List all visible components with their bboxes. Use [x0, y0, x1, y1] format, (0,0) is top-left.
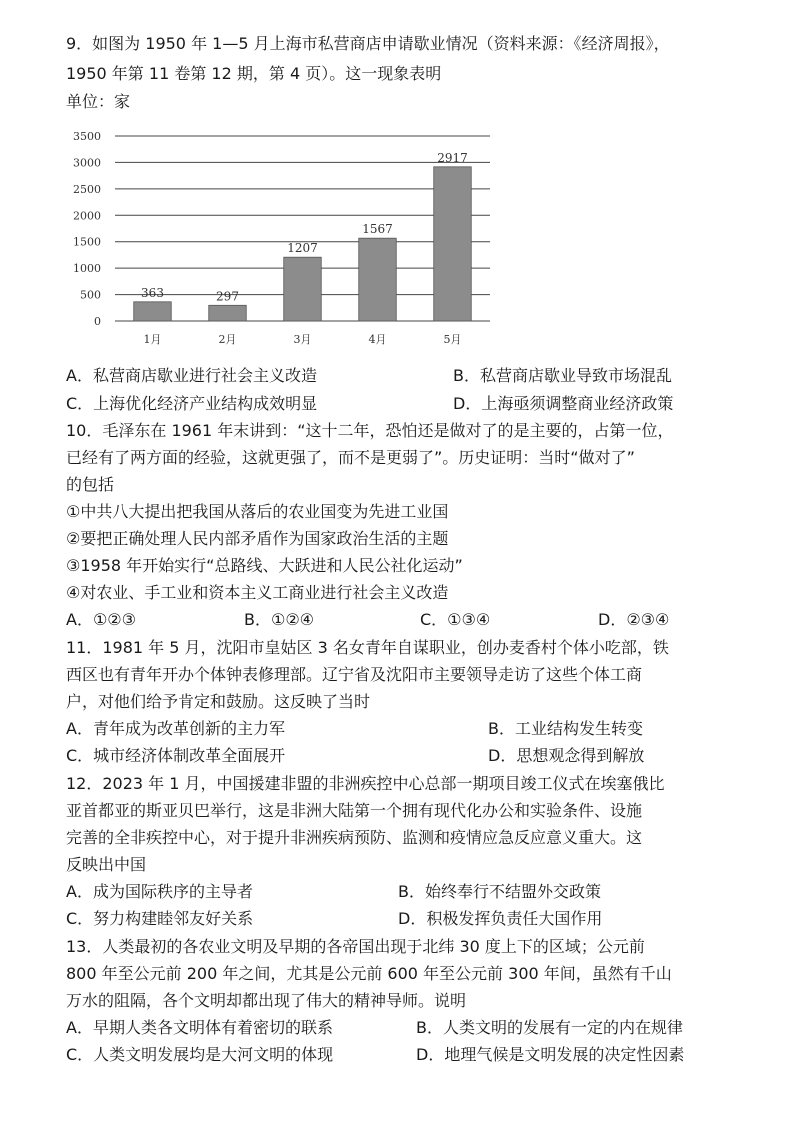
- bar-data-label: 297: [216, 289, 239, 304]
- q12-stem-line3: 完善的全非疾控中心，对于提升非洲疾病预防、监测和疫情应急反应意义重大。这: [66, 828, 643, 847]
- q10-option-d: D．②③④: [598, 610, 670, 629]
- q11-option-d: D．思想观念得到解放: [488, 746, 645, 765]
- q9-stem-line1: 9．如图为 1950 年 1—5 月上海市私营商店申请歇业情况（资料来源：《经济周报》，: [66, 34, 670, 53]
- q10-stem-line2: 已经有了两方面的经验，这就更强了，而不是更弱了”。历史证明：当时“做对了”: [66, 448, 635, 467]
- q10-option-b: B．①②④: [244, 610, 315, 629]
- q9-stem-line2: 1950 年第 11 卷第 12 期，第 4 页）。这一现象表明: [66, 64, 442, 83]
- q9-bar-chart: [60, 126, 500, 356]
- chart-bar: [359, 238, 397, 321]
- q10-item-3: ③1958 年开始实行“总路线、大跃进和人民公社化运动”: [66, 556, 463, 575]
- x-tick-label: 3月: [293, 333, 312, 346]
- q10-stem-line1: 10．毛泽东在 1961 年末讲到：“这十二年，恐怕还是做对了的是主要的，占第一位，: [66, 421, 674, 440]
- y-tick-label: 500: [80, 288, 101, 302]
- q13-option-c: C．人类文明发展均是大河文明的体现: [66, 1045, 334, 1064]
- q12-stem-line1: 12．2023 年 1 月，中国援建非盟的非洲疾控中心总部一期项目竣工仪式在埃塞俄比: [66, 774, 665, 793]
- q9-option-a: A．私营商店歇业进行社会主义改造: [66, 366, 317, 385]
- x-tick-label: 1月: [143, 333, 162, 346]
- bar-data-label: 1207: [287, 241, 318, 256]
- q9-unit-label: 单位：家: [66, 92, 131, 111]
- y-tick-label: 2000: [73, 209, 101, 223]
- bar-data-label: 1567: [362, 222, 393, 237]
- q10-option-a: A．①②③: [66, 610, 136, 629]
- q9-option-c: C．上海优化经济产业结构成效明显: [66, 394, 318, 413]
- q9-option-d: D．上海亟须调整商业经济政策: [453, 394, 674, 413]
- q12-option-a: A．成为国际秩序的主导者: [66, 882, 253, 901]
- chart-bar: [209, 305, 247, 321]
- q11-stem-line3: 户，对他们给予肯定和鼓励。这反映了当时: [66, 692, 371, 711]
- q9-option-b: B．私营商店歇业导致市场混乱: [453, 366, 672, 385]
- q12-option-c: C．努力构建睦邻友好关系: [66, 909, 254, 928]
- q11-option-b: B．工业结构发生转变: [488, 719, 643, 738]
- y-tick-label: 1500: [73, 235, 101, 249]
- q10-item-2: ②要把正确处理人民内部矛盾作为国家政治生活的主题: [66, 529, 449, 548]
- q11-option-c: C．城市经济体制改革全面展开: [66, 746, 286, 765]
- y-tick-label: 2500: [73, 182, 101, 196]
- q13-stem-line1: 13．人类最初的各农业文明及早期的各帝国出现于北纬 30 度上下的区域；公元前: [66, 937, 645, 956]
- q13-stem-line3: 万水的阻隔，各个文明却都出现了伟大的精神导师。说明: [66, 991, 467, 1010]
- chart-bar: [134, 302, 172, 321]
- q13-option-d: D．地理气候是文明发展的决定性因素: [416, 1045, 685, 1064]
- y-tick-label: 3000: [73, 156, 101, 170]
- q12-option-d: D．积极发挥负责任大国作用: [398, 909, 603, 928]
- q13-stem-line2: 800 年至公元前 200 年之间，尤其是公元前 600 年至公元前 300 年间，虽然有千山: [66, 964, 672, 983]
- y-tick-label: 3500: [73, 130, 101, 143]
- q10-item-1: ①中共八大提出把我国从落后的农业国变为先进工业国: [66, 502, 449, 521]
- chart-bar: [434, 167, 472, 321]
- q12-option-b: B．始终奉行不结盟外交政策: [398, 882, 601, 901]
- q11-stem-line2: 西区也有青年开办个体钟表修理部。辽宁省及沈阳市主要领导走访了这些个体工商: [66, 665, 643, 684]
- q11-stem-line1: 11．1981 年 5 月，沈阳市皇姑区 3 名女青年自谋职业，创办麦香村个体小吃部，铁: [66, 638, 669, 657]
- bar-data-label: 363: [141, 285, 164, 300]
- y-tick-label: 1000: [73, 262, 101, 276]
- bar-data-label: 2917: [437, 150, 468, 165]
- q10-item-4: ④对农业、手工业和资本主义工商业进行社会主义改造: [66, 583, 449, 602]
- q12-stem-line2: 亚首都亚的斯亚贝巴举行，这是非洲大陆第一个拥有现代化办公和实验条件、设施: [66, 801, 643, 820]
- q10-option-c: C．①③④: [420, 610, 491, 629]
- q10-stem-line3: 的包括: [66, 475, 115, 494]
- chart-bar: [284, 257, 322, 321]
- q13-option-b: B．人类文明的发展有一定的内在规律: [416, 1018, 683, 1037]
- q13-option-a: A．早期人类各文明体有着密切的联系: [66, 1018, 333, 1037]
- q12-stem-line4: 反映出中国: [66, 855, 147, 874]
- q11-option-a: A．青年成为改革创新的主力军: [66, 719, 285, 738]
- y-tick-label: 0: [94, 315, 101, 328]
- x-tick-label: 5月: [443, 333, 462, 346]
- x-tick-label: 2月: [218, 333, 237, 346]
- x-tick-label: 4月: [368, 333, 387, 346]
